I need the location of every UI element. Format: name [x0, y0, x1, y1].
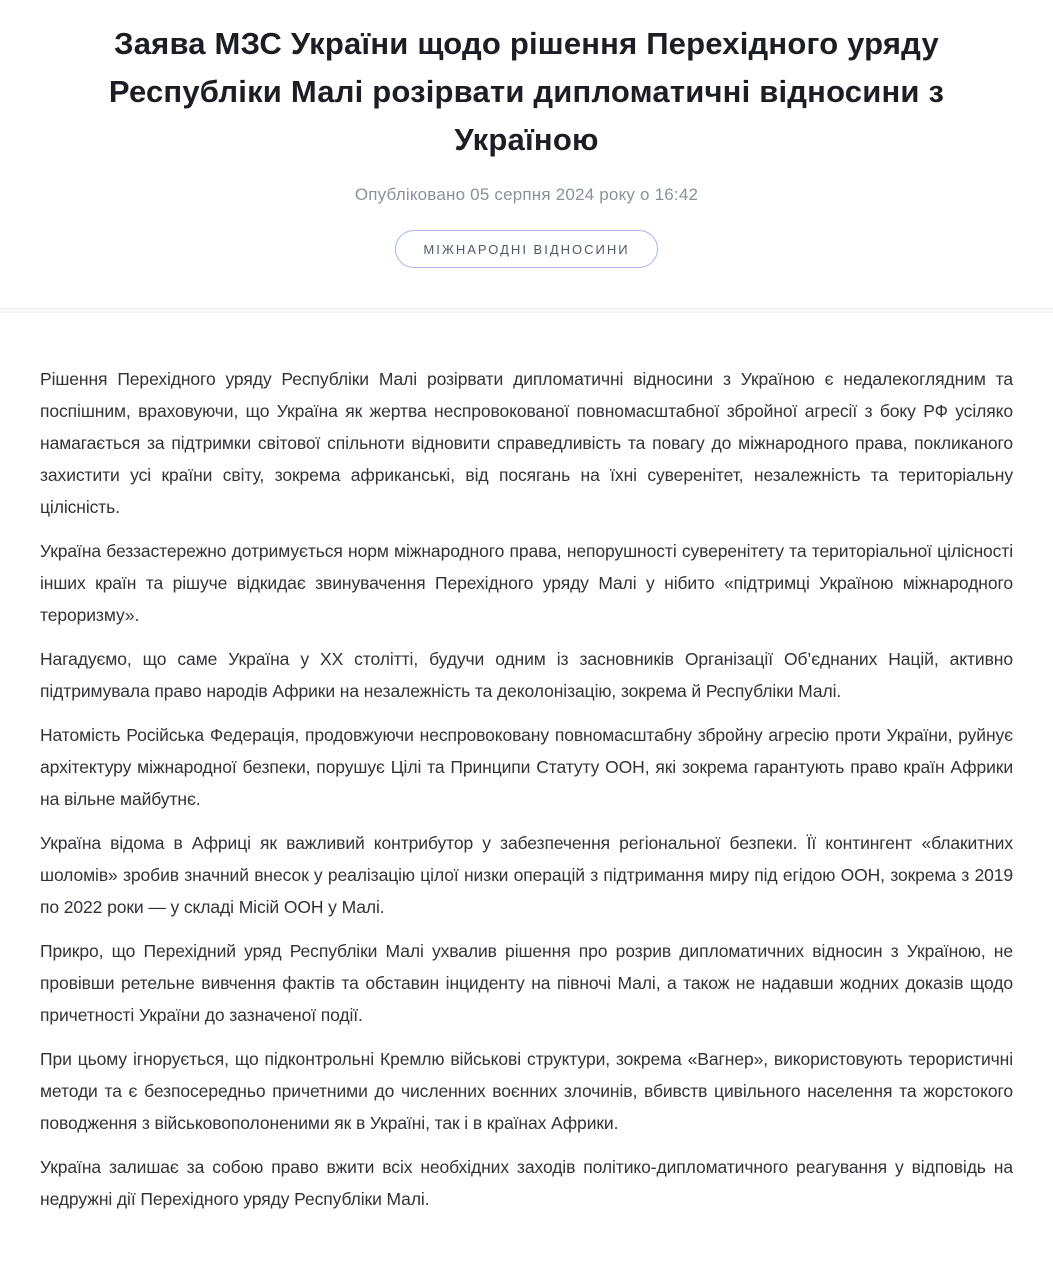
article-paragraph: Україна беззастережно дотримується норм міжнародного права, непорушності суверенітету та територіальної цілісності інших країн та рішуче відкидає звинувачення Перехідного уряду Малі у нібито «підтримці Україною міжнародного тероризму».: [40, 541, 1013, 625]
article-paragraph: Натомість Російська Федерація, продовжуючи неспровоковану повномасштабну збройну агресію проти України, руйнує архітектуру міжнародної безпеки, порушує Цілі та Принципи Статуту ООН, які зокрема гарантують право країн Африки на вільне майбутнє.: [40, 725, 1013, 809]
article-paragraph: Рішення Перехідного уряду Республіки Малі розірвати дипломатичні відносини з Україною є недалекоглядним та поспішним, враховуючи, що Україна як жертва неспровокованої повномасштабної збройної агресії з боку РФ усіляко намагається за підтримки світової спільноти відновити справедливість та повагу до міжнародного права, покликаного захистити усі країни світу, зокрема африканські, від посягань на їхні суверенітет, незалежність та територіальну цілісність.: [40, 369, 1013, 517]
article-paragraph: При цьому ігнорується, що підконтрольні Кремлю військові структури, зокрема «Вагнер», використовують терористичні методи та є безпосередньо причетними до численних воєнних злочинів, вбивств цивільного населення та жорстокого поводження з військовополоненими як в Україні, так і в країнах Африки.: [40, 1049, 1013, 1133]
article-paragraph: Нагадуємо, що саме Україна у ХХ столітті, будучи одним із засновників Організації Об’єднаних Націй, активно підтримувала право народів Африки на незалежність та деколонізацію, зокрема й Республіки Малі.: [40, 649, 1013, 701]
article-header: [0, 0, 1053, 268]
category-tag-international-relations[interactable]: МІЖНАРОДНІ ВІДНОСИНИ: [395, 230, 657, 268]
page-title: Заява МЗС України щодо рішення Перехідного уряду Республіки Малі розірвати дипломатичні відносини з Україною: [108, 26, 945, 157]
article-paragraph: Україна відома в Африці як важливий контрибутор у забезпечення регіональної безпеки. Її контингент «блакитних шоломів» зробив значний внесок у реалізацію цілої низки операцій з підтримання миру під егідою ООН, зокрема з 2019 по 2022 роки — у складі Місій ООН у Малі.: [40, 833, 1013, 917]
tag-row: [56, 230, 997, 268]
published-date: Опубліковано 05 серпня 2024 року о 16:42: [354, 185, 699, 204]
article-paragraph: Україна залишає за собою право вжити всіх необхідних заходів політико-дипломатичного реагування у відповідь на недружні дії Перехідного уряду Республіки Малі.: [40, 1157, 1013, 1209]
article-paragraph: Прикро, що Перехідний уряд Республіки Малі ухвалив рішення про розрив дипломатичних відносин з Україною, не провівши ретельне вивчення фактів та обставин інциденту на півночі Малі, а також не надавши жодних доказів щодо причетності України до зазначеної події.: [40, 941, 1013, 1025]
article-body: [0, 313, 1053, 1233]
